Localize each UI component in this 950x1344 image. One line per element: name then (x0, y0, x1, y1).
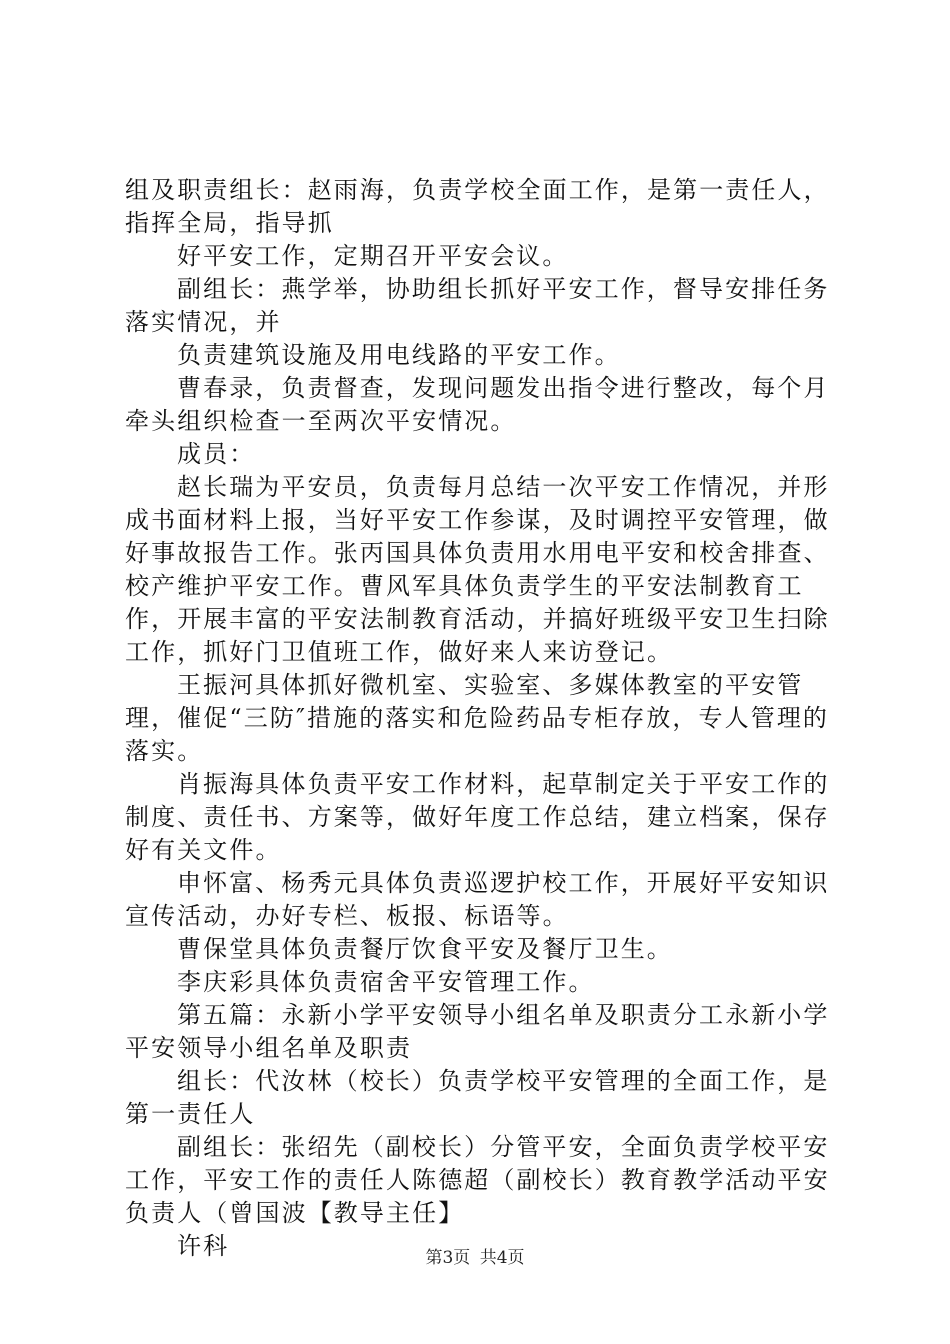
paragraph-7: 赵长瑞为平安员，负责每月总结一次平安工作情况，并形成书面材料上报，当好平安工作参谋，及时调控平安管理，做好事故报告工作。张丙国具体负责用水用电平安和校舍排查、校产维护平安工作。曹风军具体负责学生的平安法制教育工作，开展丰富的平安法制教育活动，并搞好班级平安卫生扫除工作，抓好门卫值班工作，做好来人来访登记。 (125, 473, 830, 666)
paragraph-9: 肖振海具体负责平安工作材料，起草制定关于平安工作的制度、责任书、方案等，做好年度工作总结，建立档案，保存好有关文件。 (125, 770, 830, 864)
paragraph-15: 副组长：张绍先（副校长）分管平安，全面负责学校平安工作，平安工作的责任人陈德超（副校长）教育教学活动平安负责人（曾国波【教导主任】 (125, 1133, 830, 1227)
paragraph-3: 副组长：燕学举，协助组长抓好平安工作，督导安排任务落实情况，并 (125, 275, 830, 336)
document-body (125, 174, 837, 1263)
paragraph-11: 曹保堂具体负责餐厅饮食平安及餐厅卫生。 (177, 935, 673, 963)
paragraph-8: 王振河具体抓好微机室、实验室、多媒体教室的平安管理，催促“三防″措施的落实和危险药品专柜存放，专人管理的落实。 (125, 671, 830, 765)
paragraph-4: 负责建筑设施及用电线路的平安工作。 (177, 341, 621, 369)
paragraph-12: 李庆彩具体负责宿舍平安管理工作。 (177, 968, 595, 996)
paragraph-6: 成员： (177, 440, 256, 468)
page-number: 第3页 (425, 1248, 471, 1268)
paragraph-16: 许科 (177, 1232, 230, 1260)
paragraph-14: 组长：代汝林（校长）负责学校平安管理的全面工作，是第一责任人 (125, 1067, 830, 1128)
paragraph-10: 申怀富、杨秀元具体负责巡逻护校工作，开展好平安知识宣传活动，办好专栏、板报、标语等。 (125, 869, 830, 930)
paragraph-5: 曹春录，负责督查，发现问题发出指令进行整改，每个月牵头组织检查一至两次平安情况。 (125, 374, 830, 435)
paragraph-1: 组及职责组长：赵雨海，负责学校全面工作，是第一责任人，指挥全局，指导抓 (125, 176, 830, 237)
page-footer (0, 1247, 950, 1269)
paragraph-13: 第五篇：永新小学平安领导小组名单及职责分工永新小学平安领导小组名单及职责 (125, 1001, 830, 1062)
paragraph-2: 好平安工作，定期召开平安会议。 (177, 242, 569, 270)
page-total: 共4页 (479, 1248, 525, 1268)
